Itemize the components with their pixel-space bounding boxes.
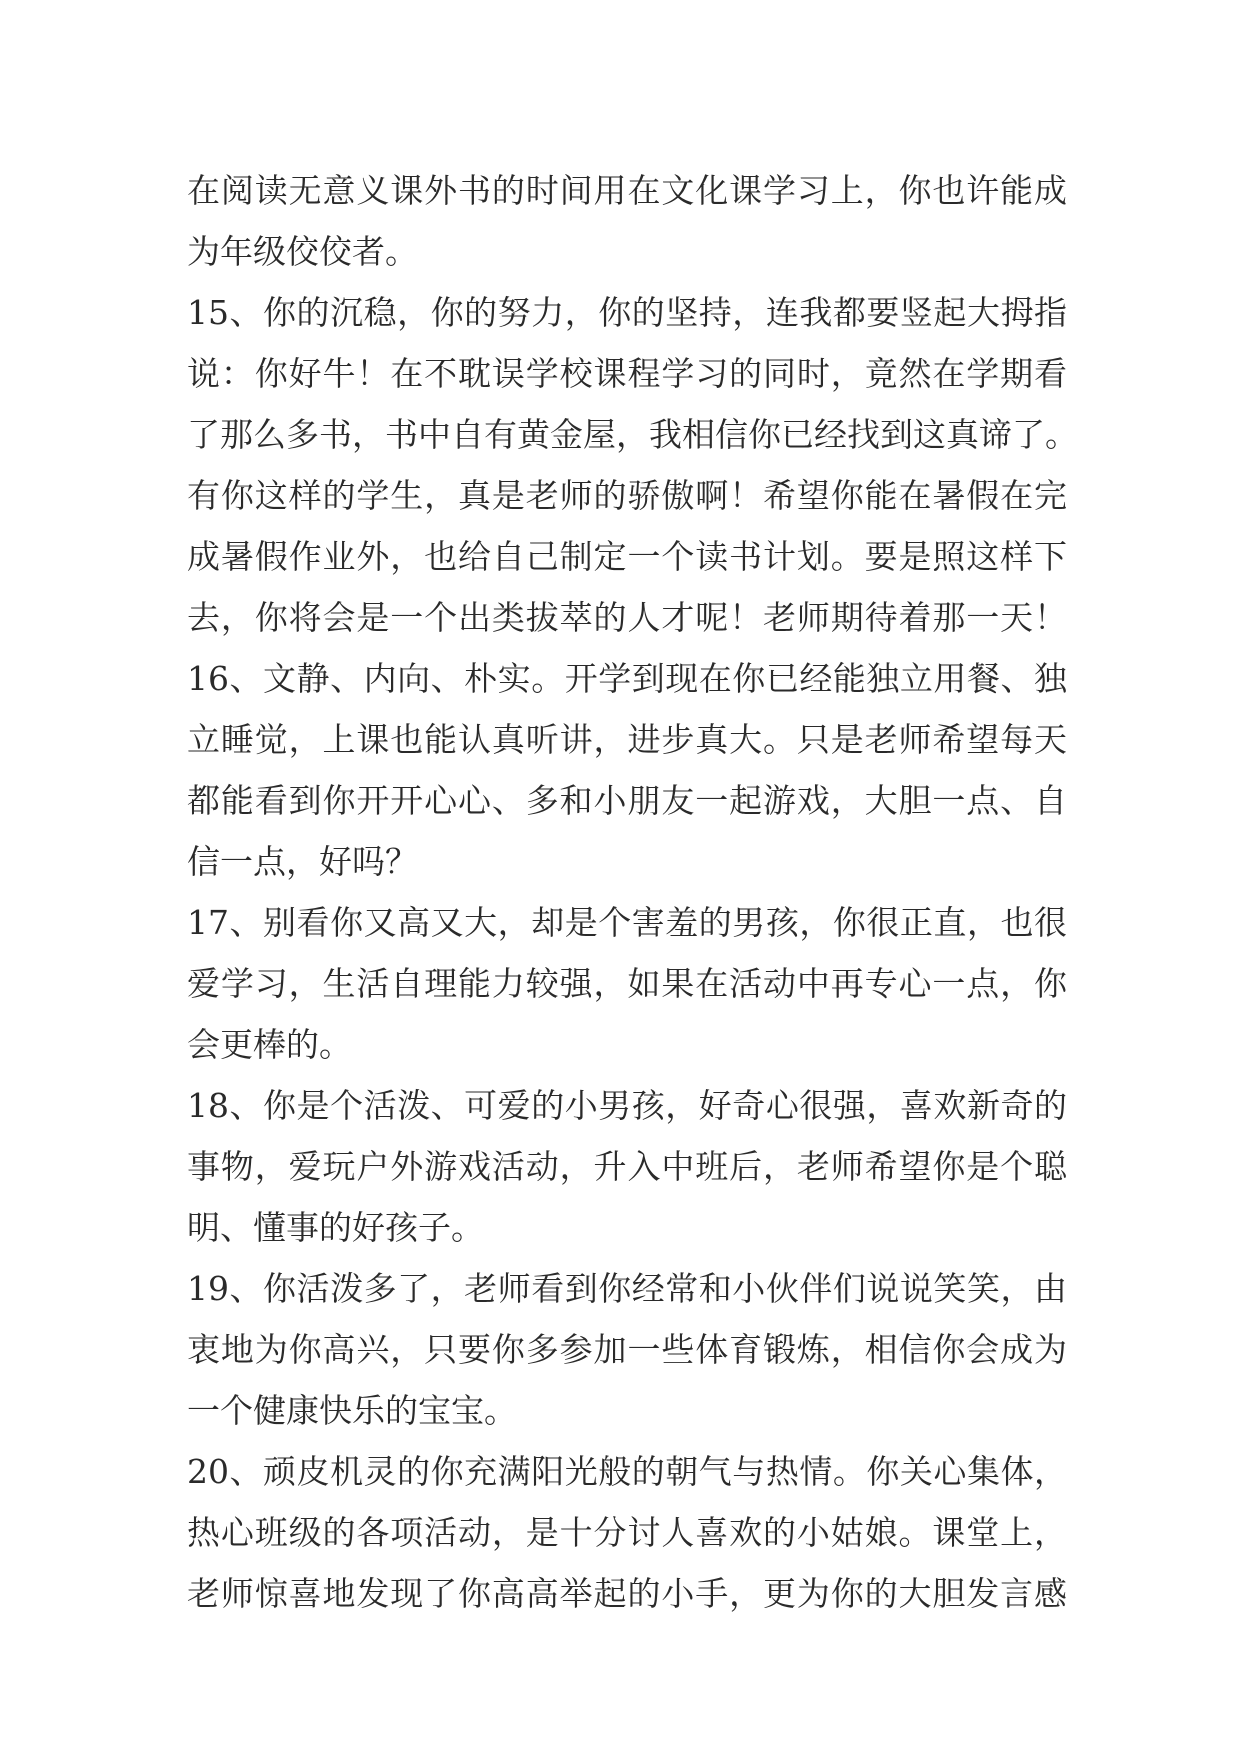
text-line: 16、文静、内向、朴实。开学到现在你已经能独立用餐、独	[187, 659, 1067, 698]
text-line: 20、顽皮机灵的你充满阳光般的朝气与热情。你关心集体，	[187, 1452, 1067, 1491]
text-line: 17、别看你又高又大，却是个害羞的男孩，你很正直，也很	[187, 903, 1067, 942]
text-line: 19、你活泼多了，老师看到你经常和小伙伴们说说笑笑，由	[187, 1269, 1067, 1308]
text-line: 在阅读无意义课外书的时间用在文化课学习上，你也许能成	[187, 171, 1067, 210]
text-line: 事物，爱玩户外游戏活动，升入中班后，老师希望你是个聪	[187, 1147, 1067, 1186]
text-line: 老师惊喜地发现了你高高举起的小手，更为你的大胆发言感	[187, 1574, 1067, 1613]
text-line: 了那么多书，书中自有黄金屋，我相信你已经找到这真谛了。	[187, 415, 1078, 454]
body-text	[187, 160, 1078, 1624]
text-line: 会更棒的。	[187, 1025, 352, 1064]
text-line: 一个健康快乐的宝宝。	[187, 1391, 517, 1430]
text-line: 信一点，好吗？	[187, 842, 418, 881]
text-line: 有你这样的学生，真是老师的骄傲啊！希望你能在暑假在完	[187, 476, 1067, 515]
text-line: 明、懂事的好孩子。	[187, 1208, 484, 1247]
text-line: 18、你是个活泼、可爱的小男孩，好奇心很强，喜欢新奇的	[187, 1086, 1067, 1125]
text-line: 立睡觉，上课也能认真听讲，进步真大。只是老师希望每天	[187, 720, 1067, 759]
text-line: 15、你的沉稳，你的努力，你的坚持，连我都要竖起大拇指	[187, 293, 1067, 332]
text-line: 说：你好牛！在不耽误学校课程学习的同时，竟然在学期看	[187, 354, 1067, 393]
text-line: 热心班级的各项活动，是十分讨人喜欢的小姑娘。课堂上，	[187, 1513, 1067, 1552]
text-line: 爱学习，生活自理能力较强，如果在活动中再专心一点，你	[187, 964, 1067, 1003]
text-line: 都能看到你开开心心、多和小朋友一起游戏，大胆一点、自	[187, 781, 1067, 820]
text-line: 衷地为你高兴，只要你多参加一些体育锻炼，相信你会成为	[187, 1330, 1067, 1369]
text-line: 为年级佼佼者。	[187, 232, 418, 271]
text-line: 去，你将会是一个出类拔萃的人才呢！老师期待着那一天！	[187, 598, 1067, 637]
text-line: 成暑假作业外，也给自己制定一个读书计划。要是照这样下	[187, 537, 1067, 576]
